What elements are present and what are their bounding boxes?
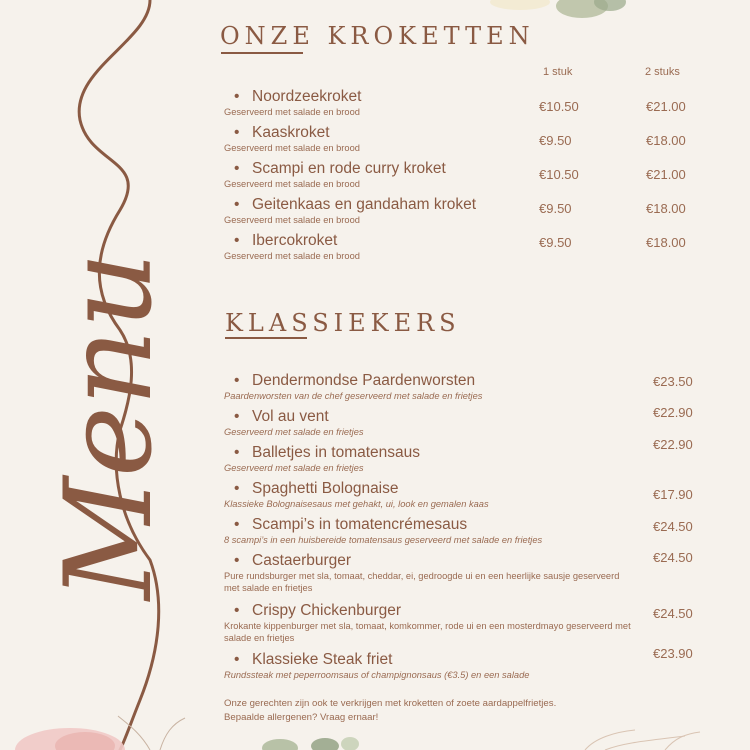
item-desc: Pure rundsburger met sla, tomaat, cheddar, ei, gedroogde ui en een heerlijke sausje geserveerd met salade en frietjes <box>224 571 620 593</box>
menu-item <box>224 651 724 681</box>
item-desc: Geserveerd met salade en brood <box>224 251 360 261</box>
price: €23.90 <box>653 646 693 661</box>
classics-section-title: KLASSIEKERS <box>225 309 461 337</box>
item-desc: Klassieke Bolognaisesaus met gehakt, ui, look en gemalen kaas <box>224 499 489 509</box>
menu-item <box>224 372 724 402</box>
croquettes-section-title: ONZE KROKETTEN <box>220 22 535 50</box>
classics-title-rule <box>225 337 307 339</box>
item-name: • Klassieke Steak friet <box>224 651 724 669</box>
croquettes-title-rule <box>221 52 303 54</box>
item-desc: Krokante kippenburger met sla, tomaat, komkommer, rode ui en een mosterdmayo geserveerd met salade en frietjes <box>224 621 631 643</box>
price: €23.50 <box>653 374 693 389</box>
item-desc: Geserveerd met salade en frietjes <box>224 463 364 473</box>
col-head-single: 1 stuk <box>543 66 573 78</box>
menu-item <box>224 516 724 546</box>
menu-item <box>224 602 634 644</box>
item-name: • Noordzeekroket <box>224 88 724 106</box>
footer-line-2: Bepaalde allergenen? Vraag ernaar! <box>224 712 379 723</box>
price: €22.90 <box>653 437 693 452</box>
menu-item <box>224 444 724 474</box>
menu-item <box>224 480 724 510</box>
rose-bottom-left-icon <box>0 712 200 750</box>
menu-script-lettering <box>0 0 220 750</box>
price-double: €18.00 <box>646 235 686 250</box>
price-double: €18.00 <box>646 201 686 216</box>
footer-note <box>224 697 644 725</box>
price-double: €21.00 <box>646 167 686 182</box>
item-name: • Dendermondse Paardenworsten <box>224 372 724 390</box>
item-name: • Crispy Chickenburger <box>224 602 634 620</box>
leaf-sprigs-bottom-icon <box>255 728 750 750</box>
col-head-double: 2 stuks <box>645 66 680 78</box>
item-name: • Castaerburger <box>224 552 634 570</box>
item-name: • Vol au vent <box>224 408 724 426</box>
item-desc: Geserveerd met salade en brood <box>224 215 360 225</box>
price: €22.90 <box>653 405 693 420</box>
price-single: €9.50 <box>539 133 572 148</box>
item-name: • Spaghetti Bolognaise <box>224 480 724 498</box>
item-name: • Scampi en rode curry kroket <box>224 160 724 178</box>
item-desc: Rundssteak met peperroomsaus of champignonsaus (€3.5) en een salade <box>224 670 530 680</box>
price: €24.50 <box>653 550 693 565</box>
item-desc: Geserveerd met salade en brood <box>224 143 360 153</box>
item-desc: Geserveerd met salade en brood <box>224 107 360 117</box>
menu-script-text: Menu <box>40 251 179 600</box>
item-name: • Ibercokroket <box>224 232 724 250</box>
item-desc: Geserveerd met salade en brood <box>224 179 360 189</box>
price-double: €18.00 <box>646 133 686 148</box>
item-desc: Geserveerd met salade en frietjes <box>224 427 364 437</box>
menu-item <box>224 552 634 594</box>
item-desc: 8 scampi’s in een huisbereide tomatensaus geserveerd met salade en frietjes <box>224 535 543 545</box>
menu-item <box>224 408 724 438</box>
item-name: • Balletjes in tomatensaus <box>224 444 724 462</box>
price: €24.50 <box>653 606 693 621</box>
price-single: €10.50 <box>539 167 579 182</box>
item-name: • Geitenkaas en gandaham kroket <box>224 196 724 214</box>
price-double: €21.00 <box>646 99 686 114</box>
item-name: • Kaaskroket <box>224 124 724 142</box>
item-name: • Scampi’s in tomatencrémesaus <box>224 516 724 534</box>
price-single: €10.50 <box>539 99 579 114</box>
price-single: €9.50 <box>539 201 572 216</box>
item-desc: Paardenworsten van de chef geserveerd met salade en frietjes <box>224 391 483 401</box>
price: €17.90 <box>653 487 693 502</box>
price: €24.50 <box>653 519 693 534</box>
leaf-cluster-top-icon <box>470 0 630 24</box>
footer-line-1: Onze gerechten zijn ook te verkrijgen met kroketten of zoete aardappelfrietjes. <box>224 698 557 709</box>
price-single: €9.50 <box>539 235 572 250</box>
